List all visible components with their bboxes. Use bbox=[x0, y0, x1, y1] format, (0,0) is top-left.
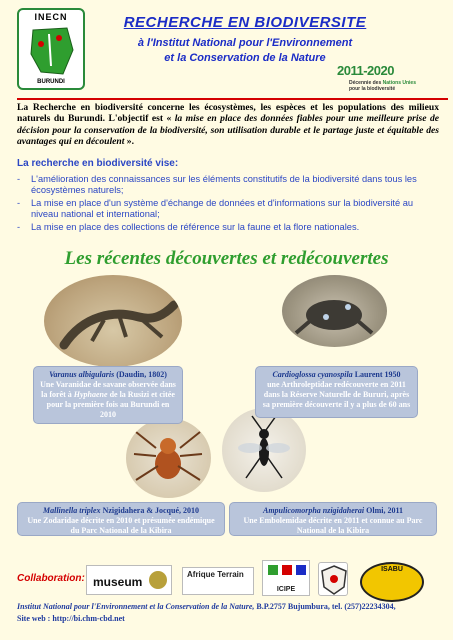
footer-address: Institut National pour l'Environnement et la Conservation de la Nature, B.P.2757 Bujumbura, tel. (257)22234304, bbox=[17, 602, 396, 611]
inecn-logo-country: BURUNDI bbox=[37, 79, 65, 85]
decade-text: Décennie des Nations Unies pour la biodiversité bbox=[349, 80, 416, 92]
biodiversity-decade-logo bbox=[337, 63, 447, 97]
varanus-photo bbox=[44, 275, 182, 367]
wasp-icon bbox=[222, 408, 306, 492]
cardioglossa-caption: Cardioglossa cyanospila Laurent 1950 une Arthroleptidae redécouverte en 2011 dans la Réserve Naturelle de Bururi, après sa première découverte il y a plus de 60 ans bbox=[255, 366, 418, 418]
list-item: - La mise en place d'un système d'échange de données et d'informations sur la biodiversité au niveau national et international; bbox=[17, 197, 414, 220]
page-title: RECHERCHE EN BIODIVERSITE bbox=[123, 14, 367, 31]
inecn-logo bbox=[17, 8, 85, 90]
footer-website[interactable]: Site web : http://bi.chm-cbd.net bbox=[17, 614, 125, 623]
ampulicomorpha-photo bbox=[222, 408, 306, 492]
vise-heading: La recherche en biodiversité vise: bbox=[17, 158, 179, 169]
list-item: - La mise en place des collections de référence sur la faune et la flore nationales. bbox=[17, 221, 360, 232]
museum-logo: museum bbox=[86, 565, 172, 595]
mallinella-photo bbox=[126, 418, 211, 498]
mallinella-caption: Mallinella triplex Nzigidahera & Jocqué, 2010 Une Zodaridae décrite en 2010 et présumée endémique du Parc National de la Kibira bbox=[17, 502, 225, 536]
icipe-emblem-icon bbox=[264, 563, 310, 585]
isabu-logo: ISABU bbox=[360, 562, 424, 602]
list-item: - L'amélioration des connaissances sur les éléments constitutifs de la biodiversité dans tous les écosystèmes naturels; bbox=[17, 174, 417, 196]
decade-years: 2011-2020 bbox=[337, 63, 394, 78]
inecn-logo-title: INECN bbox=[34, 12, 68, 22]
ampulicomorpha-caption: Ampulicomorpha nzigidaherai Olmi, 2011 Une Embolemidae décrite en 2011 et connue au Parc National de la Kibira bbox=[229, 502, 437, 536]
vise-list bbox=[17, 174, 442, 234]
discoveries-title: Les récentes découvertes et redécouvertes bbox=[64, 248, 389, 269]
subtitle-line-1: à l'Institut National pour l'Environnement bbox=[137, 37, 353, 49]
cardioglossa-photo bbox=[282, 275, 387, 347]
museum-badge-icon bbox=[149, 571, 167, 589]
frog-icon bbox=[282, 275, 387, 347]
subtitle-line-2: et la Conservation de la Nature bbox=[164, 52, 326, 64]
lizard-icon bbox=[44, 275, 182, 367]
varanus-caption: Varanus albigularis (Daudin, 1802) Une Varanidae de savane observée dans la forêt à Hyphaene de la Rusizi et citée pour la première fois au Burundi en 2010 bbox=[33, 366, 183, 424]
afrique-logo: Afrique Terrain bbox=[182, 567, 254, 595]
spider-icon bbox=[126, 418, 211, 498]
collaboration-label: Collaboration: bbox=[17, 573, 85, 584]
seal-logo bbox=[318, 562, 348, 596]
shield-icon bbox=[319, 563, 349, 597]
page-subtitle bbox=[95, 36, 395, 66]
header-divider bbox=[17, 98, 448, 100]
intro-paragraph: La Recherche en biodiversité concerne les écosystèmes, les espèces et les populations des milieux naturels du Burundi. L'objectif est « la mise en place des données fiables pour une meilleure prise de décision pour la conservation de la biodiversité, son utilisation durable et le partage juste et équitable des avantages qui en découlent ». bbox=[17, 102, 439, 148]
burundi-map-icon bbox=[19, 10, 83, 88]
icipe-logo: ICIPE bbox=[262, 560, 310, 596]
